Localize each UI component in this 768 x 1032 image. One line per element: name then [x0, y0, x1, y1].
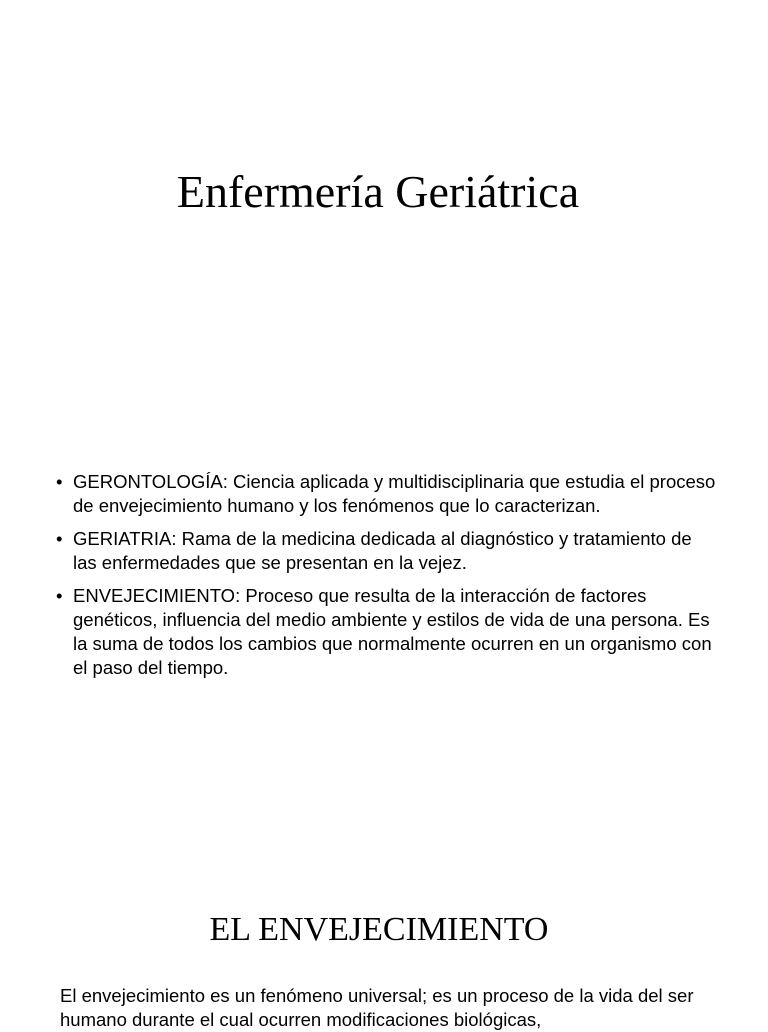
definitions-list	[56, 470, 716, 689]
list-item-envejecimiento	[56, 584, 716, 680]
slide-title: Enfermería Geriátrica	[176, 166, 580, 217]
bullet-icon: •	[56, 471, 63, 492]
bullet-icon: •	[56, 528, 63, 549]
list-item-geriatria	[56, 527, 716, 575]
bullet-icon: •	[56, 585, 63, 606]
list-item-text: GERONTOLOGÍA: Ciencia aplicada y multidisciplinaria que estudia el proceso de envejecimiento humano y los fenómenos que lo caracterizan.	[73, 471, 716, 516]
body-paragraph: El envejecimiento es un fenómeno universal; es un proceso de la vida del ser humano durante el cual ocurren modificaciones biológicas,	[60, 985, 694, 1030]
list-item-text: ENVEJECIMIENTO: Proceso que resulta de la interacción de factores genéticos, influencia del medio ambiente y estilos de vida de una persona. Es la suma de todos los cambios que normalmente ocurren en un organismo con el paso del tiempo.	[73, 585, 712, 678]
list-item-text: GERIATRIA: Rama de la medicina dedicada al diagnóstico y tratamiento de las enfermedades que se presentan en la vejez.	[73, 528, 692, 573]
list-item-gerontologia	[56, 470, 716, 518]
section-heading: EL ENVEJECIMIENTO	[209, 911, 549, 948]
